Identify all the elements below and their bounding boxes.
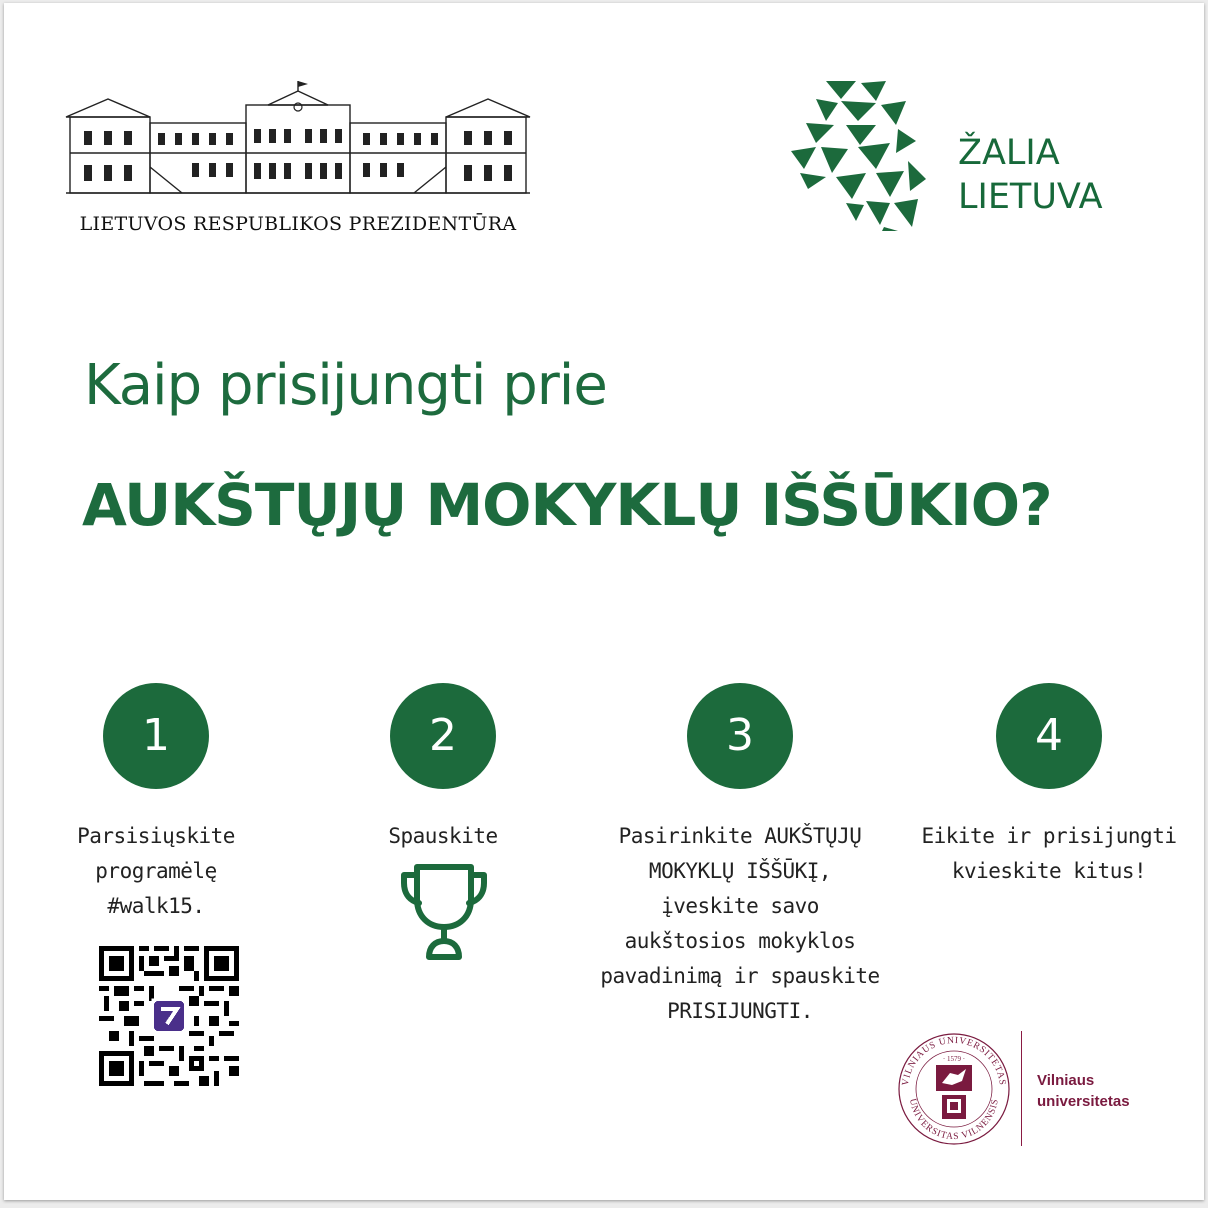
step-3-line: aukštosios mokyklos [624, 929, 856, 953]
step-1-line: Parsisiųskite [77, 824, 235, 848]
qr-code-icon[interactable] [99, 946, 239, 1090]
palace-icon [62, 79, 534, 204]
step-3-line: pavadinimą ir spauskite [600, 964, 880, 988]
step-3 [590, 683, 890, 1029]
headline-line1: Kaip prisijungti prie [84, 353, 607, 418]
trophy-icon [399, 861, 489, 965]
vu-wordmark [1037, 1070, 1130, 1112]
geometric-knight-icon [786, 81, 946, 231]
zalia-lietuva-logo [786, 81, 946, 235]
step-1 [6, 683, 306, 924]
step-4-text [899, 819, 1199, 889]
poster [4, 3, 1204, 1200]
step-3-line: PRISIJUNGTI. [667, 999, 813, 1023]
vu-divider [1021, 1031, 1022, 1146]
step-1-text [6, 819, 306, 924]
vu-name-line1: Vilniaus [1037, 1072, 1095, 1089]
step-4-line: Eikite ir prisijungti [921, 824, 1177, 848]
zalia-lietuva-wordmark [958, 131, 1103, 219]
vu-name-line2: universitetas [1037, 1093, 1130, 1110]
step-4-line: kvieskite kitus! [951, 859, 1147, 883]
zalia-line2: LIETUVA [958, 177, 1103, 217]
step-3-number: 3 [687, 683, 793, 789]
step-1-line: programėlę [95, 859, 217, 883]
step-1-number: 1 [103, 683, 209, 789]
headline-line2: AUKŠTŲJŲ MOKYKLŲ IŠŠŪKIO? [82, 471, 1052, 539]
vu-seal-top-text: VILNIAUS UNIVERSITETAS [901, 1035, 1007, 1087]
step-4-number: 4 [996, 683, 1102, 789]
step-2-line: Spauskite [388, 824, 498, 848]
vu-seal-bottom-text: UNIVERSITAS VILNENSIS [907, 1097, 1001, 1143]
step-1-line: #walk15. [107, 894, 205, 918]
step-3-line: MOKYKLŲ IŠŠŪKĮ, [648, 859, 832, 883]
step-2-text [293, 819, 593, 854]
step-3-text [590, 819, 890, 1029]
presidency-name: LIETUVOS RESPUBLIKOS PREZIDENTŪRA [79, 213, 517, 235]
step-2 [293, 683, 593, 854]
vu-seal-year: · 1579 · [942, 1055, 966, 1063]
step-4 [899, 683, 1199, 889]
step-3-line: įveskite savo [661, 894, 819, 918]
zalia-line1: ŽALIA [958, 133, 1060, 173]
step-2-number: 2 [390, 683, 496, 789]
vu-seal-logo [896, 1031, 1012, 1151]
presidency-logo [62, 79, 534, 235]
step-3-line: Pasirinkite AUKŠTŲJŲ [618, 824, 862, 848]
